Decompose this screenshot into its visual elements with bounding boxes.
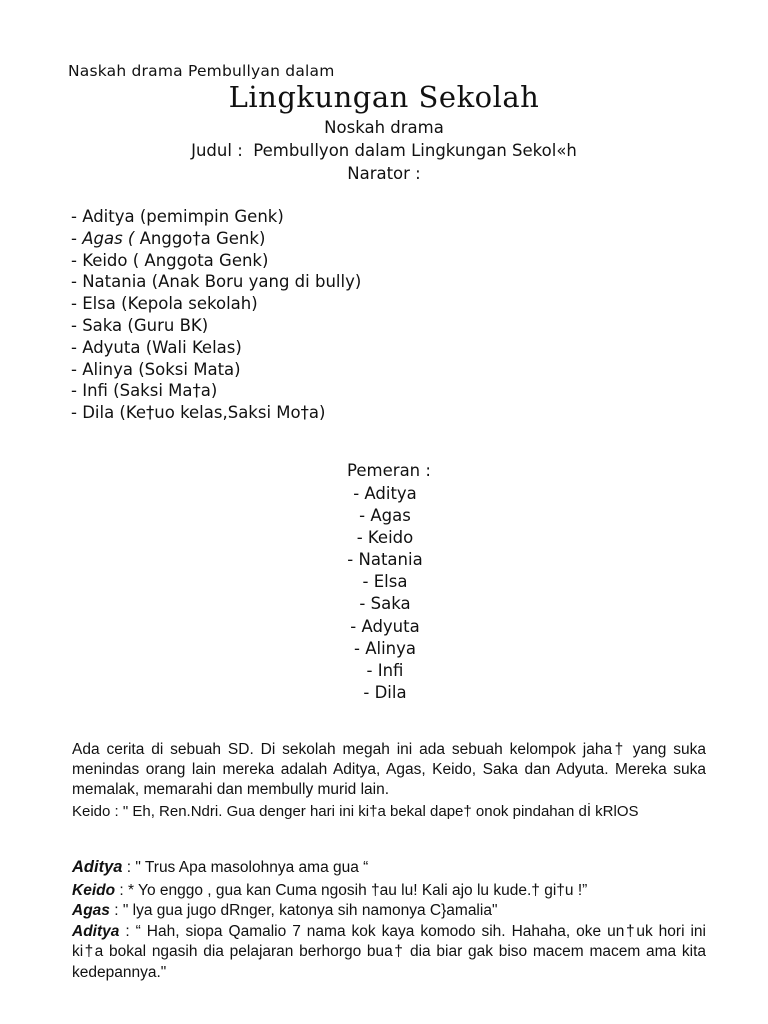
speaker-name: Aditya <box>72 922 120 940</box>
dialogue-block <box>72 857 706 983</box>
intro-paragraph: Ada cerita di sebuah SD. Di sekolah megah ini ada sebuah kelompok jaha† yang suka menindas orang lain mereka adalah Aditya, Agas, Keido, Saka dan Adyuta. Mereka suka memalak, memarahi dan membully murid lain. <box>72 741 706 798</box>
list-item-text: - Adyuta (Wali Kelas) <box>71 337 242 357</box>
list-item <box>71 359 361 381</box>
list-item: - Saka <box>359 594 411 614</box>
list-item <box>71 293 361 315</box>
intro-title-line: Naskah drama Pembullyan dalam <box>68 62 335 80</box>
pemeran-heading: Pemeran : <box>347 461 431 480</box>
dialogue-text: : " Trus Apa masolohnya ama gua “ <box>122 859 369 876</box>
dialogue-line <box>72 857 706 879</box>
list-item: - Aditya <box>353 484 417 503</box>
subtitle: Noskah drama <box>324 118 444 137</box>
speaker-name: Keido <box>72 881 116 899</box>
list-item <box>71 271 361 293</box>
list-item-text: - <box>71 228 83 248</box>
list-item: - Keido <box>356 528 414 548</box>
list-item <box>71 315 361 337</box>
list-item-text: Anggo†a Genk) <box>134 228 266 248</box>
dialogue-line <box>72 922 706 984</box>
narator-label: Narator : <box>347 164 421 183</box>
list-item <box>71 206 361 228</box>
judul-line: Judul : Pembullyon dalam Lingkungan Sekol«h <box>191 141 577 160</box>
list-item-text: - Natania (Anak Boru yang di bully) <box>71 272 362 292</box>
dialogue-text: : “ Hah, siopa Qamalio 7 nama kok kaya komodo sih. Hahaha, oke un†uk hori ini ki†a bokal ngasih dia pelajaran berhorgo bua† dia biar gak biso macem macem ama kita kedepannya." <box>72 922 706 981</box>
list-item <box>71 337 361 359</box>
list-item-text: - Elsa (Kepola sekolah) <box>71 294 258 314</box>
narator-list <box>71 206 361 424</box>
list-item: - Adyuta <box>350 616 420 636</box>
list-item-text: - Keido ( Anggota Genk) <box>71 250 269 270</box>
list-item-text: - Alinya (Soksi Mata) <box>71 359 241 379</box>
list-item-text: - Aditya (pemimpin Genk) <box>71 207 284 226</box>
dialogue-line-keido: Keido : " Eh, Ren.Ndri. Gua denger hari ini ki†a bekal dape† onok pindahan dİ kRlOS <box>72 803 639 820</box>
list-item <box>71 250 361 272</box>
dialogue-text: : " lya gua jugo dRnger, katonya sih namonya C}amalia" <box>109 902 498 919</box>
list-item: - Elsa <box>362 572 408 592</box>
list-item: - Infi <box>366 660 404 680</box>
list-item-text: - Infi (Saksi Ma†a) <box>71 381 218 401</box>
dialogue-line <box>72 901 706 922</box>
list-item: - Dila <box>363 682 407 702</box>
list-item: - Agas <box>359 506 411 526</box>
pemeran-list <box>0 483 768 704</box>
list-item: - Natania <box>347 550 423 570</box>
list-item <box>71 380 361 402</box>
page-title: Lingkungan Sekolah <box>228 80 540 114</box>
list-item <box>71 228 361 250</box>
dialogue-line <box>72 881 706 902</box>
list-item-text: - Saka (Guru BK) <box>71 315 209 335</box>
speaker-name: Agas <box>72 902 110 919</box>
speaker-name: Aditya <box>72 858 123 876</box>
list-item <box>71 402 361 424</box>
list-item-text: - Dila (Ke†uo kelas,Saksi Mo†a) <box>71 403 326 423</box>
list-item-italic-text: Agas ( <box>82 228 135 248</box>
dialogue-text: : * Yo enggo , gua kan Cuma ngosih †au lu! Kali ajo lu kude.† gi†u !” <box>115 881 588 899</box>
list-item: - Alinya <box>354 638 416 658</box>
